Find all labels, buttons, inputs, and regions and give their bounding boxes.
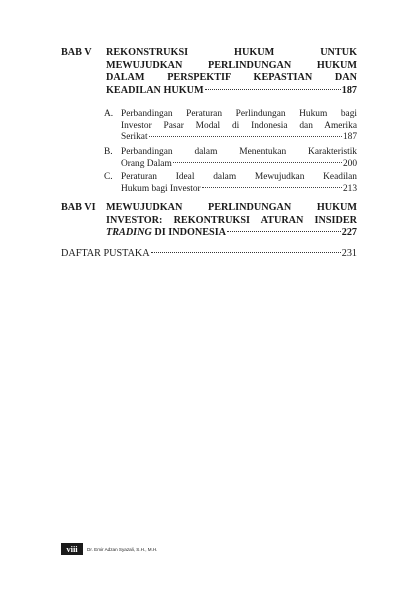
section-title-line: Perbandingan Peraturan Perlindungan Hukum bagi xyxy=(121,109,357,119)
section-letter: B. xyxy=(104,147,113,157)
section-last-line xyxy=(121,184,357,196)
chapter-label: BAB V xyxy=(61,47,92,58)
chapter-title-line: INVESTOR: REKONTRUKSI ATURAN INSIDER xyxy=(106,214,357,226)
dot-leader xyxy=(173,162,342,163)
chapter-title xyxy=(106,202,357,240)
section-title xyxy=(121,172,357,195)
section-title-line: Serikat xyxy=(121,132,148,143)
toc-section-a[interactable] xyxy=(104,109,357,145)
running-footer-author: Dr. Emir Adzan Syazali, S.H., M.H. xyxy=(87,546,158,552)
bibliography-title: DAFTAR PUSTAKA xyxy=(61,248,150,259)
chapter-title-line: MEWUJUDKAN PERLINDUNGAN HUKUM xyxy=(106,202,357,213)
dot-leader xyxy=(205,89,341,90)
section-title-line: Hukum bagi Investor xyxy=(121,183,201,194)
chapter-title-line: REKONSTRUKSI HUKUM UNTUK xyxy=(106,47,357,58)
section-letter: A. xyxy=(104,109,114,119)
section-title-line: Peraturan Ideal dalam Mewujudkan Keadilan xyxy=(121,172,357,182)
section-title-line: Investor Pasar Modal di Indonesia dan Amerika xyxy=(121,120,357,131)
bibliography-line xyxy=(61,248,357,261)
toc-section-c[interactable] xyxy=(104,172,357,196)
toc-chapter-bab-vi[interactable] xyxy=(61,202,357,242)
chapter-last-line xyxy=(106,85,357,98)
chapter-title xyxy=(106,47,357,97)
page-number: 200 xyxy=(342,158,357,169)
chapter-title-line: MEWUJUDKAN PERLINDUNGAN HUKUM xyxy=(106,59,357,71)
chapter-title-line: DALAM PERSPEKTIF KEPASTIAN DAN xyxy=(106,72,357,84)
chapter-title-line: KEADILAN HUKUM xyxy=(106,84,204,96)
chapter-title-line xyxy=(106,227,226,240)
toc-chapter-bab-v[interactable] xyxy=(61,47,357,99)
section-last-line xyxy=(121,159,357,171)
page-number: 231 xyxy=(341,248,357,259)
chapter-title-rest: DI INDONESIA xyxy=(151,227,227,239)
page-footer xyxy=(61,543,157,555)
toc-section-b[interactable] xyxy=(104,147,357,171)
page-number: 227 xyxy=(341,227,357,239)
chapter-last-line xyxy=(106,227,357,240)
page-number: 187 xyxy=(341,84,357,96)
section-title-line: Perbandingan dalam Menentukan Karakteristik xyxy=(121,147,357,157)
dot-leader xyxy=(149,136,342,137)
chapter-label: BAB VI xyxy=(61,202,96,213)
folio-badge: viii xyxy=(61,543,83,555)
section-last-line xyxy=(121,132,357,144)
section-title-line: Orang Dalam xyxy=(121,158,172,169)
page-number: 187 xyxy=(342,132,357,143)
dot-leader xyxy=(202,187,342,188)
dot-leader xyxy=(227,231,341,232)
toc-bibliography[interactable] xyxy=(61,248,357,261)
italic-term: TRADING xyxy=(106,227,152,239)
section-title xyxy=(121,109,357,144)
section-title xyxy=(121,147,357,170)
section-letter: C. xyxy=(104,172,113,182)
dot-leader xyxy=(151,252,341,253)
page-number: 213 xyxy=(342,183,357,194)
